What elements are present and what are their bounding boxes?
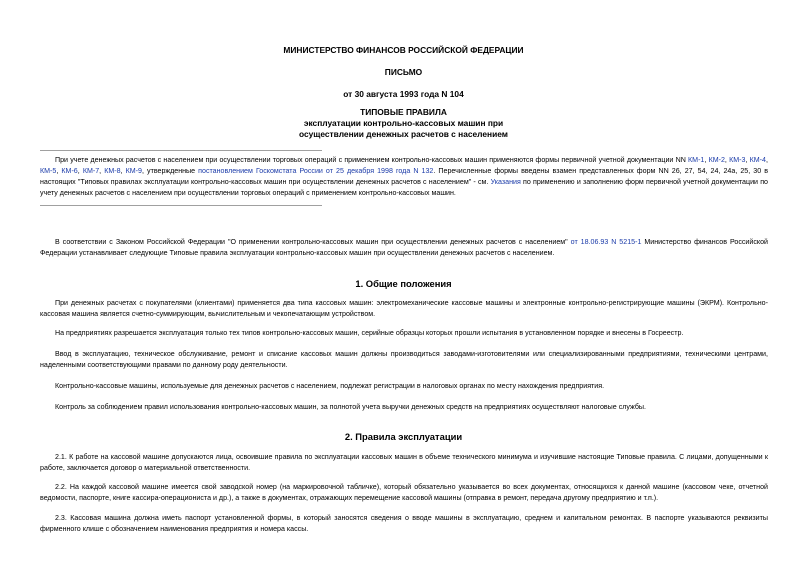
link-km-8[interactable]: КМ-8 (104, 167, 121, 175)
link-law-5215-1[interactable]: от 18.06.93 N 5215-1 (570, 238, 642, 246)
link-km-7[interactable]: КМ-7 (82, 167, 100, 175)
note-sep-5: , (56, 167, 62, 175)
s2-p2-text: 2.2. На каждой кассовой машине имеется свой заводской номер (на маркировочной табличке), который обязательно указывается во всех документах, относящихся к данной машине (кассовом чеке, отчетной ведомости, паспорте, книге кассира-операциониста и др.), а также в документах, отражающих перемещение кассовой машины (отправка в ремонт, передача другому предприятию и т.п.). (40, 483, 768, 502)
section-2-paragraph-2 (40, 482, 768, 504)
s1-p5-text: Контроль за соблюдением правил использования контрольно-кассовых машин, за полнотой учета выручки денежных средств на предприятиях осуществляют налоговые службы. (55, 403, 646, 411)
link-km-3[interactable]: КМ-3 (729, 156, 746, 164)
note-text-4: по применению и заполнению форм первичной учетной документации по учету денежных расчетов с населением при осуществлении торговых операций с применением контрольно-кассовых машин. (40, 178, 768, 197)
rules-subtitle-line1: эксплуатации контрольно-кассовых машин при (303, 118, 504, 128)
note-top-rule (40, 150, 322, 151)
rules-subtitle-line2: осуществлении денежных расчетов с населением (298, 129, 509, 139)
intro-paragraph (40, 237, 768, 259)
link-km-6[interactable]: КМ-6 (61, 167, 78, 175)
note-sep-3: , (745, 156, 750, 164)
intro-text-2: Министерство финансов Российской Федерации устанавливает следующие Типовые правила эксплуатации контрольно-кассовых машин при осуществлении денежных расчетов с населением. (40, 238, 768, 257)
note-sep-1: , (704, 156, 709, 164)
section-2-paragraph-1 (40, 452, 768, 474)
note-sep-7: , (99, 167, 105, 175)
section-1-paragraph-5 (40, 402, 768, 413)
note-sep-8: , (120, 167, 126, 175)
section-1-heading: 1. Общие положения (355, 278, 452, 289)
note-sep-2: , (724, 156, 730, 164)
link-km-2[interactable]: КМ-2 (708, 156, 725, 164)
intro-text-1: В соответствии с Законом Российской Федерации "О применении контрольно-кассовых машин при осуществлении денежных расчетов с населением" (55, 238, 571, 246)
note-sep-4: , (765, 156, 768, 164)
section-1-paragraph-1 (40, 298, 768, 320)
section-1-paragraph-4 (40, 381, 768, 392)
section-2-paragraph-3 (40, 513, 768, 535)
s1-p1-text: При денежных расчетах с покупателями (клиентами) применяется два типа кассовых машин: электромеханические кассовые машины и электронные контрольно-регистрирующие машины (ЭКРМ). Контрольно-кассовая машина является счетно-суммирующим, вычислительным и чекопечатающим устройством. (40, 299, 768, 318)
note-text-1: При учете денежных расчетов с населением при осуществлении торговых операций с применением контрольно-кассовых машин применяются формы первичной учетной документации NN (55, 156, 689, 164)
link-km-5[interactable]: КМ-5 (40, 167, 57, 175)
document-date: от 30 августа 1993 года N 104 (343, 89, 464, 99)
section-2-heading: 2. Правила эксплуатации (344, 431, 463, 442)
link-km-1[interactable]: КМ-1 (688, 156, 705, 164)
link-km-4[interactable]: КМ-4 (749, 156, 766, 164)
s2-p1-text: 2.1. К работе на кассовой машине допускаются лица, освоившие правила по эксплуатации кассовых машин в объеме технического минимума и изучившие настоящие Типовые правила. С лицами, допущенными к работе, заключается договор о материальной ответственности. (40, 453, 768, 472)
s1-p3-text: Ввод в эксплуатацию, техническое обслуживание, ремонт и списание кассовых машин должны производиться заводами-изготовителями или специализированными предприятиями, техническими центрами, наделенными соответствующими правами по данному роду деятельности. (40, 350, 768, 369)
link-instructions[interactable]: Указания (490, 178, 521, 186)
document-type: ПИСЬМО (384, 67, 423, 77)
note-sep-6: , (77, 167, 83, 175)
s2-p3-text: 2.3. Кассовая машина должна иметь паспорт установленной формы, в который заносятся сведения о вводе машины в эксплуатацию, среднем и капитальном ремонтах. В паспорте указываются реквизиты фирменного клише с обозначением наименования предприятия и номера кассы. (40, 514, 768, 533)
section-1-paragraph-2 (40, 328, 768, 339)
note-text-2: , утвержденные (141, 167, 199, 175)
s1-p2-text: На предприятиях разрешается эксплуатация только тех типов контрольно-кассовых машин, серийные образцы которых прошли испытания в установленном порядке и внесены в Госреестр. (55, 329, 684, 337)
note-bottom-rule (40, 205, 322, 206)
link-goskomstat-resolution[interactable]: постановлением Госкомстата России от 25 декабря 1998 года N 132 (198, 167, 434, 175)
s1-p4-text: Контрольно-кассовые машины, используемые для денежных расчетов с населением, подлежат регистрации в налоговых органах по месту нахождения предприятия. (55, 382, 605, 390)
note-text-3: . Перечисленные формы введены взамен представленных форм NN 26, 27, 54, 24, 24а, 25, 30 в настоящих "Типовых правилах эксплуатации контрольно-кассовых машин при осуществлении денежных расчетов с населением" - см. (40, 167, 769, 186)
editorial-note (40, 155, 768, 199)
section-1-paragraph-3 (40, 349, 768, 371)
ministry-title: МИНИСТЕРСТВО ФИНАНСОВ РОССИЙСКОЙ ФЕДЕРАЦИИ (283, 45, 524, 55)
rules-title: ТИПОВЫЕ ПРАВИЛА (360, 107, 447, 117)
link-km-9[interactable]: КМ-9 (125, 167, 142, 175)
